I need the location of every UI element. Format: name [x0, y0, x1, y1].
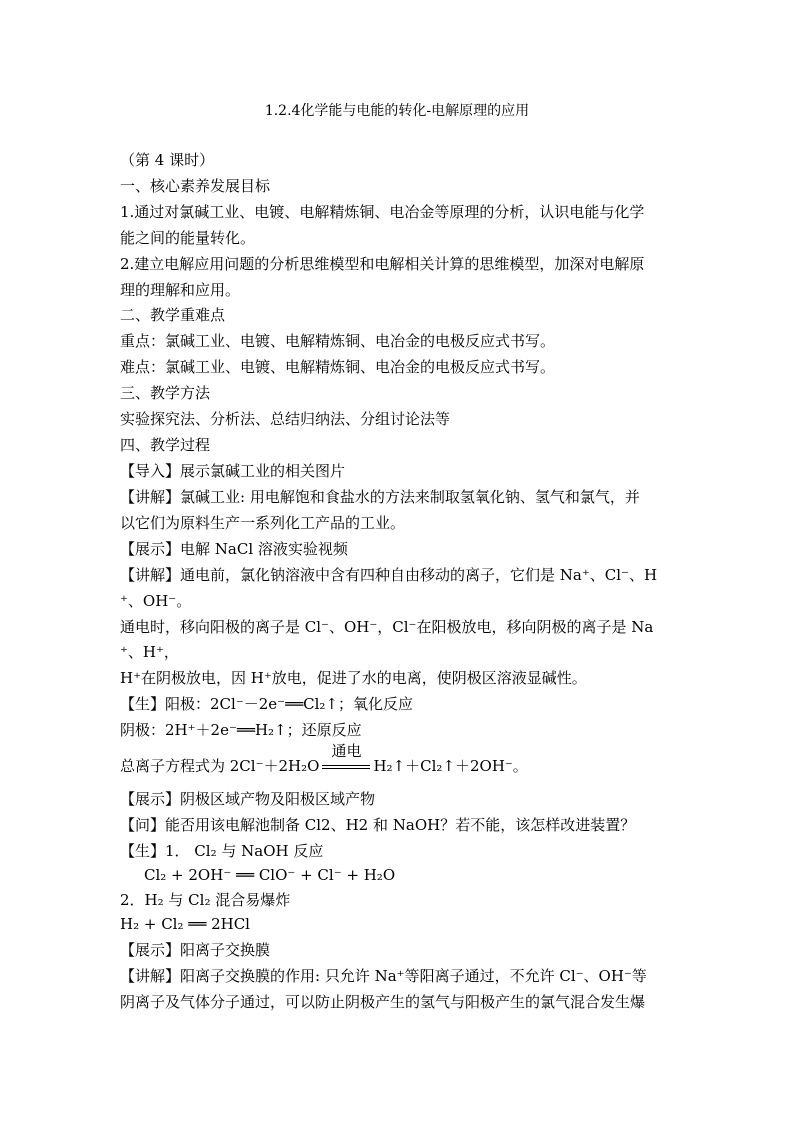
lesson-period: （第 4 课时） — [120, 151, 215, 169]
question-line: 【问】能否用该电解池制备 Cl2、H2 和 NaOH？若不能，该怎样改进装置？ — [120, 816, 636, 834]
paragraph-line: 【展示】阳离子交换膜 — [120, 941, 271, 959]
section-heading: 二、教学重难点 — [120, 306, 226, 324]
section-heading: 四、教学过程 — [120, 436, 211, 454]
paragraph-line: 重点：氯碱工业、电镀、电解精炼铜、电冶金的电极反应式书写。 — [120, 332, 556, 350]
condition-label: 通电 — [331, 742, 362, 760]
cathode-equation: 阴极：2H⁺＋2e⁻══H₂↑；还原反应 — [120, 721, 362, 739]
paragraph-line: 【导入】展示氯碱工业的相关图片 — [120, 462, 346, 480]
paragraph-line: H⁺在阴极放电，因 H⁺放电，促进了水的电离，使阴极区溶液显碱性。 — [120, 669, 587, 687]
paragraph-line: ⁺、OH⁻。 — [120, 592, 192, 610]
document-title: 1.2.4化学能与电能的转化-电解原理的应用 — [264, 103, 530, 119]
hcl-equation: H₂ + Cl₂ ══ 2HCl — [120, 915, 250, 933]
paragraph-line: ⁺、H⁺， — [120, 643, 179, 661]
paragraph-line: 1.通过对氯碱工业、电镀、电解精炼铜、电冶金等原理的分析，认识电能与化学 — [120, 203, 645, 221]
paragraph-line: 以它们为原料生产一系列化工产品的工业。 — [120, 514, 406, 532]
section-heading: 三、教学方法 — [120, 384, 211, 402]
paragraph-line: 能之间的能量转化。 — [120, 229, 256, 247]
paragraph-line: 通电时，移向阳极的离子是 Cl⁻、OH⁻，Cl⁻在阳极放电，移向阴极的离子是 Na — [120, 618, 654, 636]
equals-bar — [322, 768, 370, 769]
section-heading: 一、核心素养发展目标 — [120, 177, 271, 195]
reaction-condition — [320, 742, 372, 776]
paragraph-line: 难点：氯碱工业、电镀、电解精炼铜、电冶金的电极反应式书写。 — [120, 358, 556, 376]
equals-bar — [322, 765, 370, 766]
equation-prefix: 总离子方程式为 2Cl⁻＋2H₂O — [120, 757, 320, 775]
paragraph-line: 【讲解】阳离子交换膜的作用: 只允许 Na⁺等阳离子通过，不允许 Cl⁻、OH⁻等 — [120, 967, 647, 985]
paragraph-line: 【讲解】氯碱工业: 用电解饱和食盐水的方法来制取氢氧化钠、氢气和氯气，并 — [120, 488, 640, 506]
chlorine-naoh-equation: Cl₂ + 2OH⁻ ══ ClO⁻ + Cl⁻ + H₂O — [144, 866, 396, 884]
paragraph-line: 【生】1． Cl₂ 与 NaOH 反应 — [120, 842, 324, 860]
paragraph-line: 理的理解和应用。 — [120, 281, 241, 299]
paragraph-line: 2.建立电解应用问题的分析思维模型和电解相关计算的思维模型，加深对电解原 — [120, 255, 645, 273]
equation-suffix: H₂↑＋Cl₂↑＋2OH⁻。 — [373, 757, 528, 775]
paragraph-line: 阴离子及气体分子通过，可以防止阴极产生的氢气与阳极产生的氯气混合发生爆 — [120, 993, 646, 1011]
overall-equation — [120, 742, 680, 776]
paragraph-line: 实验探究法、分析法、总结归纳法、分组讨论法等 — [120, 410, 451, 428]
paragraph-line: 【展示】电解 NaCl 溶液实验视频 — [120, 540, 348, 558]
paragraph-line: 【展示】阴极区域产物及阳极区域产物 — [120, 790, 376, 808]
paragraph-line: 【讲解】通电前，氯化钠溶液中含有四种自由移动的离子，它们是 Na⁺、Cl⁻、H — [120, 566, 658, 584]
anode-equation: 【生】阳极：2Cl⁻－2e⁻══Cl₂↑；氧化反应 — [120, 695, 413, 713]
paragraph-line: 2．H₂ 与 Cl₂ 混合易爆炸 — [120, 891, 291, 909]
